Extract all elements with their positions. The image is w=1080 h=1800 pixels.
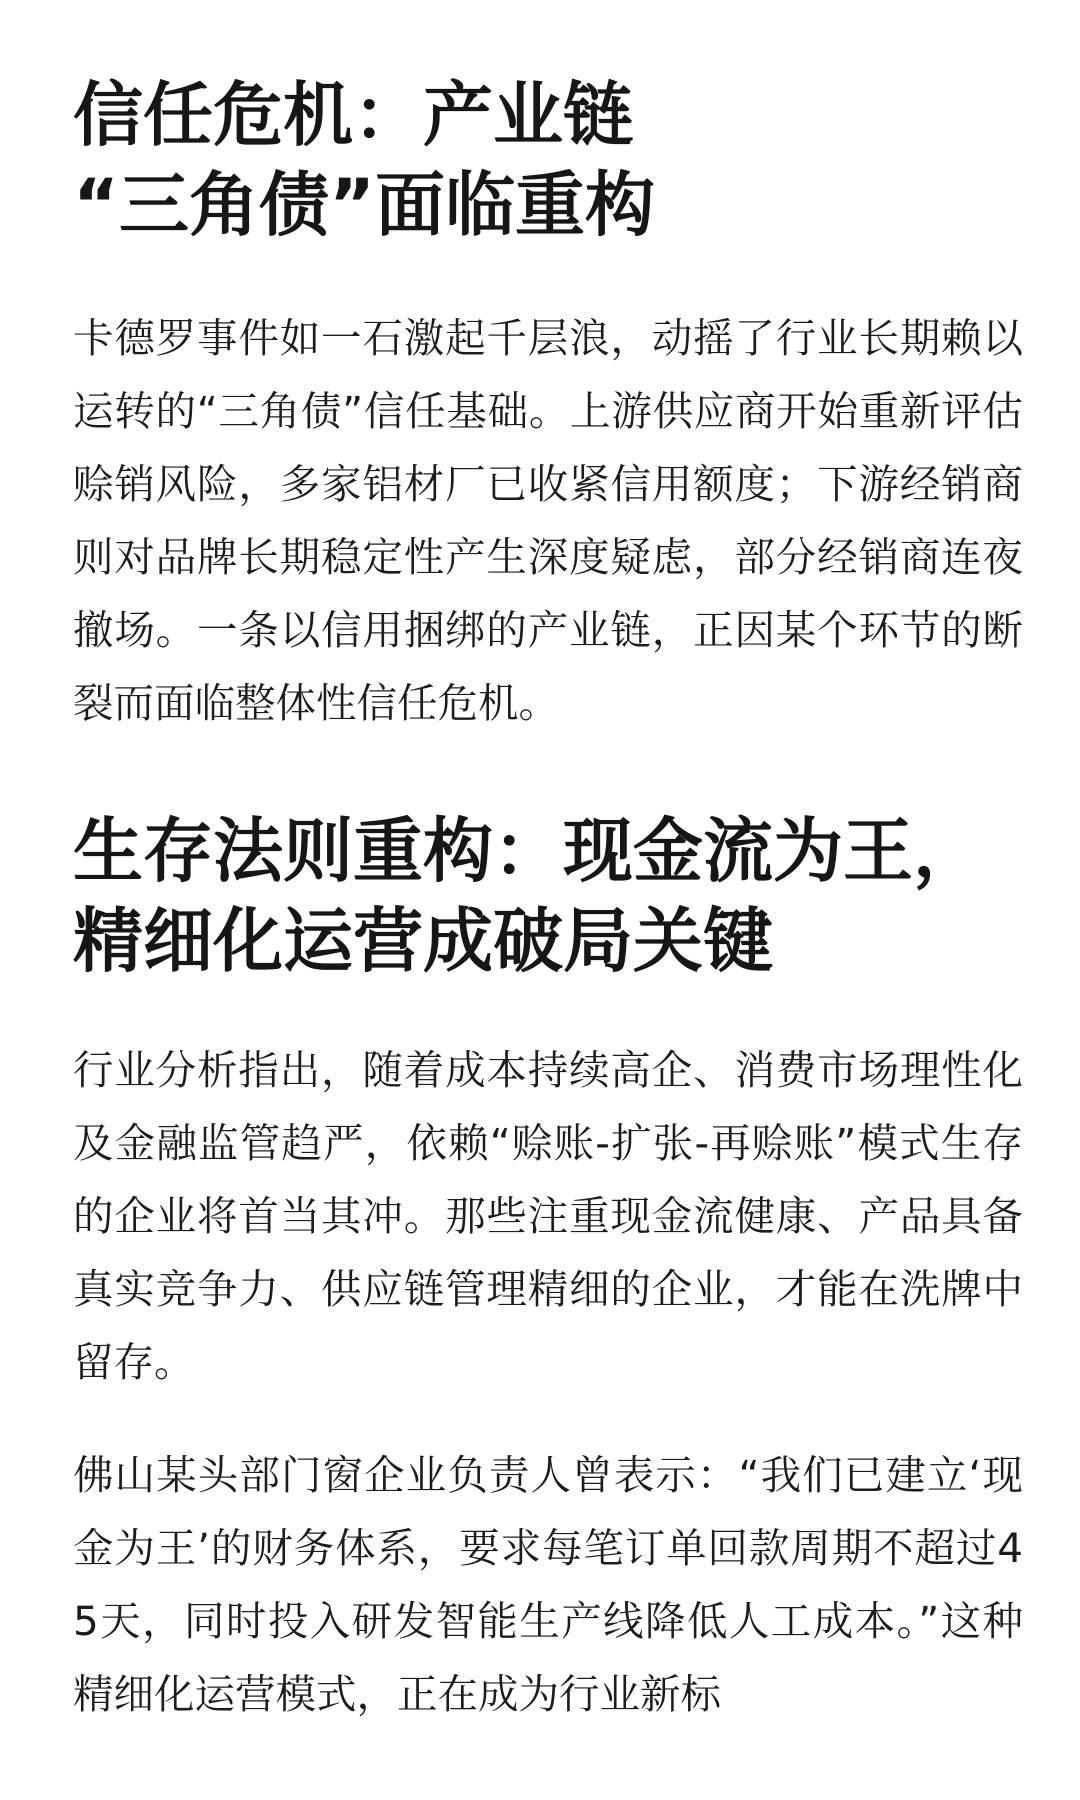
heading-line: “三角债”面临重构 [73, 164, 656, 246]
heading-line: 生存法则重构：现金流为王， [73, 810, 983, 892]
heading-line: 精细化运营成破局关键 [73, 900, 773, 982]
section-heading-trust-crisis [73, 70, 1023, 250]
heading-line: 信任危机：产业链 [73, 74, 633, 156]
paragraph-trust-crisis: 卡德罗事件如一石激起千层浪，动摇了行业长期赖以运转的“三角债”信任基础。上游供应商开始重新评估赊销风险，多家铝材厂已收紧信用额度；下游经销商则对品牌长期稳定性产生深度疑虑，部分经销商连夜撤场。一条以信用捆绑的产业链，正因某个环节的断裂而面临整体性信任危机。 [73, 314, 1023, 727]
paragraph-executive-quote: 佛山某头部门窗企业负责人曾表示：“我们已建立‘现金为王’的财务体系，要求每笔订单回款周期不超过45天，同时投入研发智能生产线降低人工成本。”这种精细化运营模式，正在成为行业新标 [73, 1451, 1023, 1718]
section-heading-survival-rules [73, 806, 1023, 986]
paragraph-industry-analysis: 行业分析指出，随着成本持续高企、消费市场理性化及金融监管趋严，依赖“赊账-扩张-再赊账”模式生存的企业将首当其冲。那些注重现金流健康、产品具备真实竞争力、供应链管理精细的企业，才能在洗牌中留存。 [73, 1046, 1023, 1386]
article-body [73, 0, 1023, 1731]
